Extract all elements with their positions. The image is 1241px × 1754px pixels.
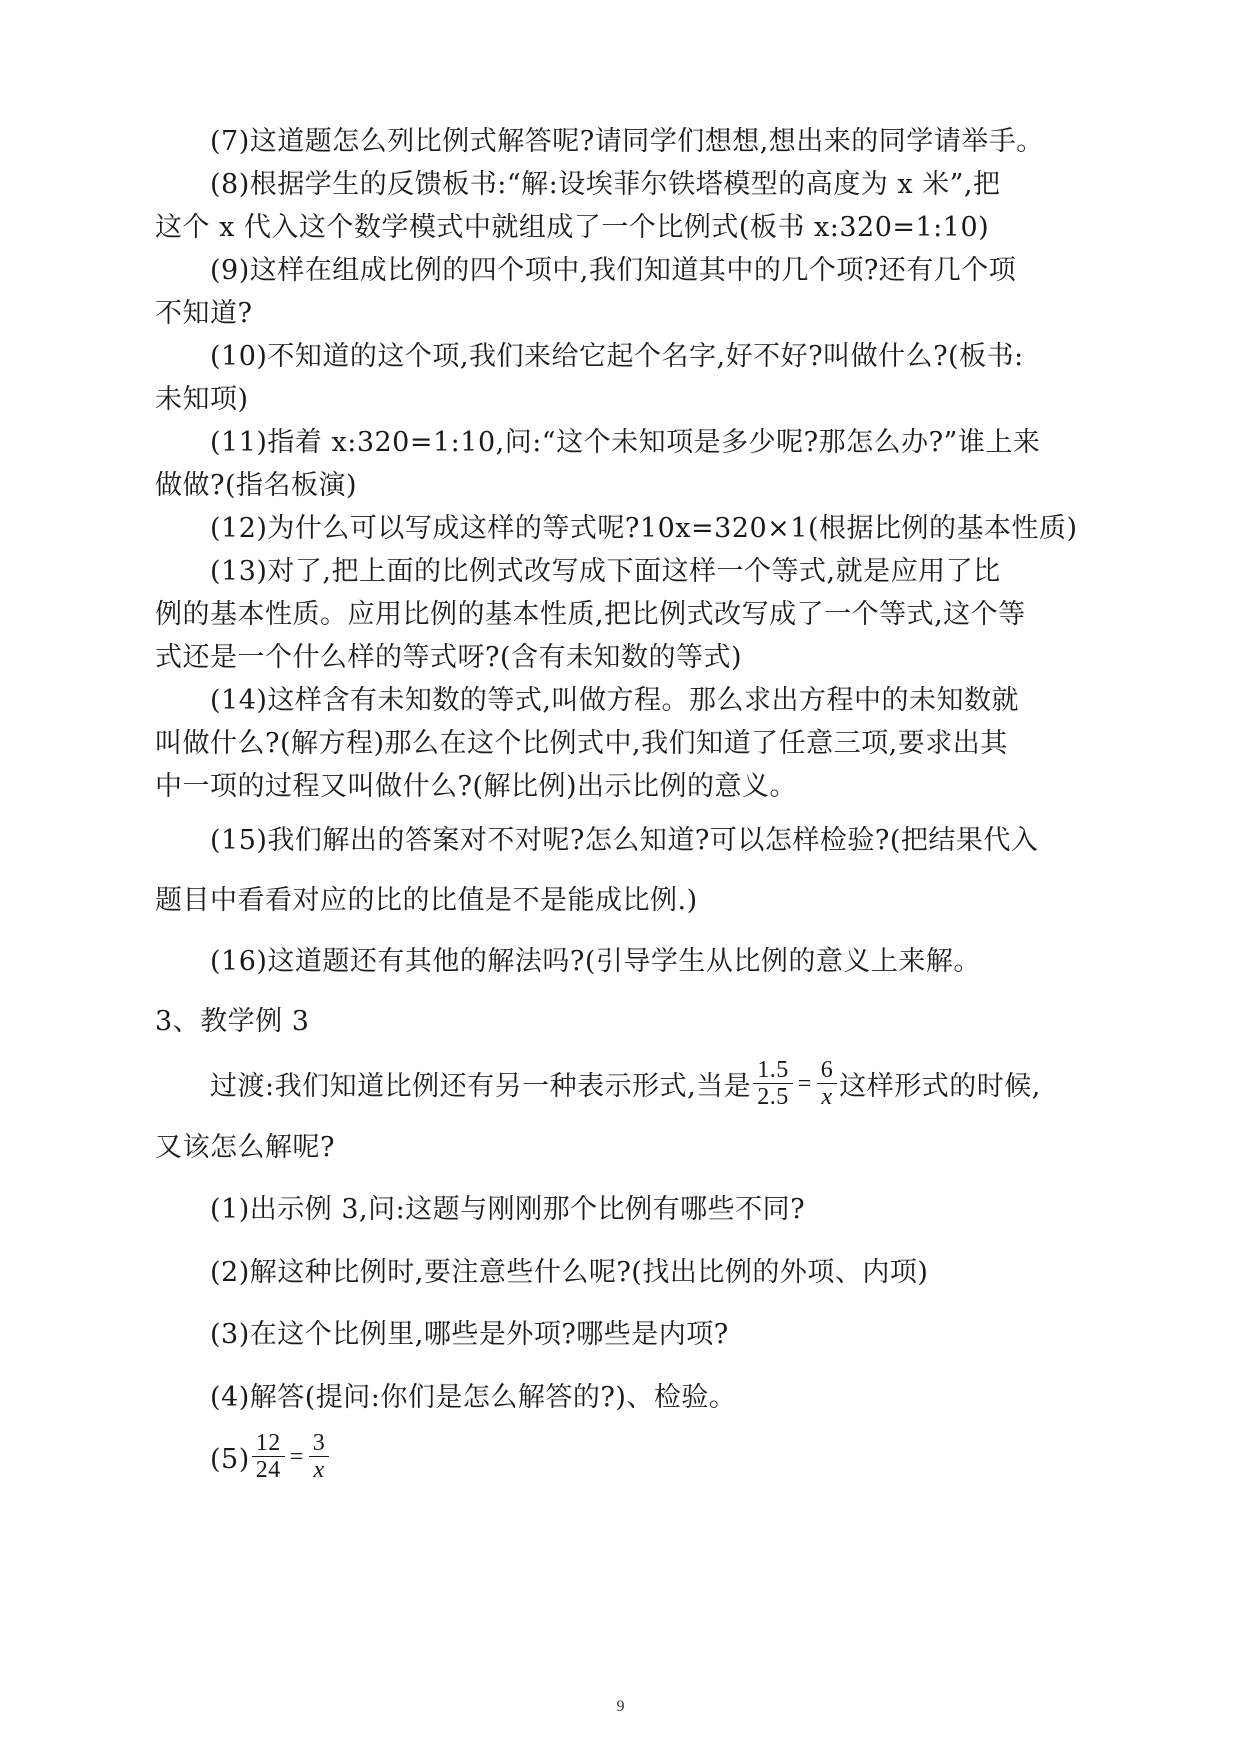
transition-continuation: 又该怎么解呢? [155,1132,335,1163]
text-line-2: (8)根据学生的反馈板书:“解:设埃菲尔铁塔模型的高度为 x 米”,把 [210,169,1001,200]
equals-sign: = [797,1070,812,1097]
fraction-numerator: 3 [309,1430,330,1457]
text-line-13: 式还是一个什么样的等式呀?(含有未知数的等式) [155,642,743,673]
text-line-7: 未知项) [155,384,249,415]
text-line-8: (11)指着 x:320=1:10,问:“这个未知项是多少呢?那怎么办?”谁上来 [210,427,1041,458]
page-number: 9 [616,1698,625,1715]
text-line-14: (14)这样含有未知数的等式,叫做方程。那么求出方程中的未知数就 [210,685,1020,716]
text-line-18: 题目中看看对应的比的比值是不是能成比例.) [155,885,698,916]
fraction-numerator: 12 [252,1430,285,1457]
fraction-3-over-x [309,1430,330,1483]
text-line-6: (10)不知道的这个项,我们来给它起个名字,好不好?叫做什么?(板书: [210,341,1024,372]
equals-sign: = [289,1443,304,1470]
text-line-11: (13)对了,把上面的比例式改写成下面这样一个等式,就是应用了比 [210,556,1001,587]
transition-line [210,1059,1041,1115]
section-heading-example-3: 3、教学例 3 [155,1006,310,1037]
fraction-denominator: x [313,1457,325,1483]
step-5-label: (5) [210,1444,250,1475]
step-5 [210,1430,331,1490]
text-line-15: 叫做什么?(解方程)那么在这个比例式中,我们知道了任意三项,要求出其 [155,728,1008,759]
text-line-1: (7)这道题怎么列比例式解答呢?请同学们想想,想出来的同学请举手。 [210,126,1044,157]
transition-text-before: 过渡:我们知道比例还有另一种表示形式,当是 [210,1071,752,1102]
fraction-12-over-24 [252,1430,285,1483]
text-line-16: 中一项的过程又叫做什么?(解比例)出示比例的意义。 [155,771,798,802]
text-line-4: (9)这样在组成比例的四个项中,我们知道其中的几个项?还有几个项 [210,255,1017,286]
text-line-12: 例的基本性质。应用比例的基本性质,把比例式改写成了一个等式,这个等 [155,599,1026,630]
step-1: (1)出示例 3,问:这题与刚刚那个比例有哪些不同? [210,1194,806,1225]
text-line-10: (12)为什么可以写成这样的等式呢?10x=320×1(根据比例的基本性质) [210,513,1078,544]
transition-text-after: 这样形式的时候, [839,1071,1041,1102]
fraction-numerator: 6 [817,1057,838,1084]
step-4: (4)解答(提问:你们是怎么解答的?)、检验。 [210,1382,737,1413]
text-line-19: (16)这道题还有其他的解法吗?(引导学生从比例的意义上来解。 [210,946,981,977]
step-2: (2)解这种比例时,要注意些什么呢?(找出比例的外项、内项) [210,1257,929,1288]
fraction-1-5-over-2-5 [753,1057,793,1110]
text-line-3: 这个 x 代入这个数学模式中就组成了一个比例式(板书 x:320=1:10) [155,212,990,243]
fraction-numerator: 1.5 [753,1057,793,1084]
step-3: (3)在这个比例里,哪些是外项?哪些是内项? [210,1319,729,1350]
text-line-17: (15)我们解出的答案对不对呢?怎么知道?可以怎样检验?(把结果代入 [210,825,1039,856]
fraction-6-over-x [817,1057,838,1110]
text-line-9: 做做?(指名板演) [155,470,358,501]
fraction-denominator: x [821,1084,833,1110]
fraction-denominator: 24 [255,1457,281,1483]
text-line-5: 不知道? [155,298,253,329]
fraction-denominator: 2.5 [757,1084,789,1110]
